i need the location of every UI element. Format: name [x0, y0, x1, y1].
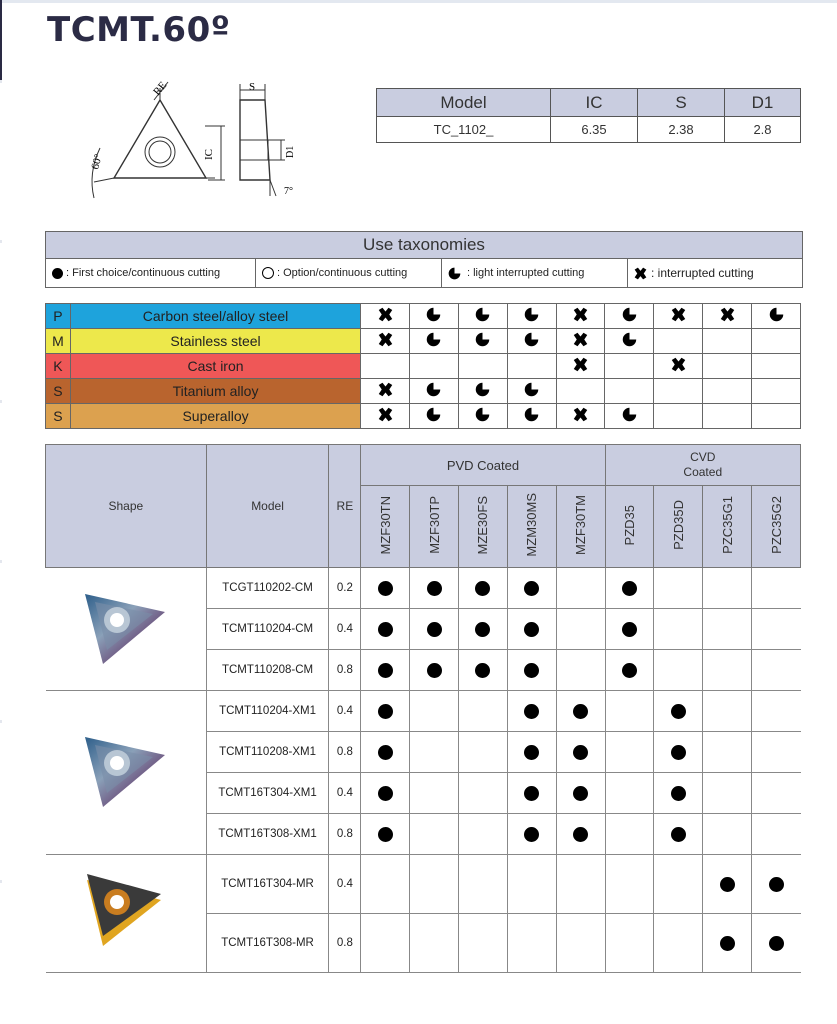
model-cell: TCMT110204-XM1 — [206, 691, 329, 732]
grade-table — [45, 444, 801, 973]
grade-cell — [605, 814, 654, 855]
model-cell: TCGT110202-CM — [206, 568, 329, 609]
material-mark — [654, 404, 703, 429]
light-interrupted-icon — [426, 407, 441, 422]
legend-label: : light interrupted cutting — [467, 267, 585, 279]
spec-model: TC_1102_ — [377, 117, 551, 143]
grade-cell — [361, 609, 410, 650]
material-mark — [409, 404, 458, 429]
material-row — [46, 404, 801, 429]
material-mark — [507, 304, 556, 329]
light-interrupted-icon — [475, 382, 490, 397]
light-interrupted-icon — [769, 307, 784, 322]
re-cell: 0.8 — [329, 732, 361, 773]
grade-cell — [654, 855, 703, 914]
grade-label: PZC35G1 — [719, 496, 735, 555]
grade-cell — [703, 609, 752, 650]
filled-dot-icon — [524, 827, 539, 842]
shape-cell — [46, 855, 207, 973]
interrupted-icon — [378, 382, 393, 397]
re-cell: 0.2 — [329, 568, 361, 609]
material-mark — [458, 354, 507, 379]
grade-header — [605, 486, 654, 568]
spec-header-d1: D1 — [725, 89, 801, 117]
grade-cell — [703, 691, 752, 732]
material-mark — [605, 379, 654, 404]
grade-cell — [605, 914, 654, 973]
grade-cell — [703, 914, 752, 973]
grade-cell — [654, 691, 703, 732]
top-border — [0, 0, 837, 3]
spec-d1: 2.8 — [725, 117, 801, 143]
material-mark — [654, 304, 703, 329]
grade-cell — [556, 650, 605, 691]
filled-dot-icon — [427, 622, 442, 637]
grade-cell — [410, 732, 459, 773]
filled-dot-icon — [378, 581, 393, 596]
material-mark — [752, 329, 801, 354]
grade-cell — [361, 773, 410, 814]
page-title: TCMT.60º — [47, 10, 231, 50]
grade-cell — [654, 568, 703, 609]
legend-label: : Option/continuous cutting — [277, 267, 408, 279]
filled-dot-icon — [622, 622, 637, 637]
spec-header-s: S — [638, 89, 725, 117]
grade-cell — [361, 855, 410, 914]
material-mark — [703, 329, 752, 354]
grade-cell — [507, 650, 556, 691]
legend-option — [256, 259, 442, 287]
model-cell: TCMT16T308-MR — [206, 914, 329, 973]
material-mark — [409, 304, 458, 329]
filled-dot-icon — [769, 936, 784, 951]
light-interrupted-icon — [524, 382, 539, 397]
material-row — [46, 304, 801, 329]
material-row — [46, 379, 801, 404]
grade-cell — [410, 814, 459, 855]
re-header: RE — [329, 445, 361, 568]
clearance-label: 7° — [284, 186, 293, 197]
filled-dot-icon — [524, 786, 539, 801]
grade-cell — [752, 732, 801, 773]
taxonomy-legend — [45, 231, 803, 288]
filled-dot-icon — [475, 663, 490, 678]
light-interrupted-icon — [524, 407, 539, 422]
material-code: P — [46, 304, 71, 329]
grade-cell — [703, 855, 752, 914]
material-table — [45, 303, 801, 429]
grade-cell — [361, 691, 410, 732]
material-mark — [361, 304, 410, 329]
grade-cell — [507, 855, 556, 914]
grade-cell — [459, 773, 508, 814]
material-mark — [654, 329, 703, 354]
grade-header — [556, 486, 605, 568]
material-mark — [556, 329, 605, 354]
grade-cell — [459, 691, 508, 732]
grade-cell — [752, 650, 801, 691]
grade-header — [361, 486, 410, 568]
material-mark — [752, 379, 801, 404]
grade-cell — [410, 609, 459, 650]
interrupted-icon — [573, 357, 588, 372]
material-mark — [507, 354, 556, 379]
grade-cell — [654, 609, 703, 650]
material-mark — [458, 379, 507, 404]
grade-cell — [605, 691, 654, 732]
model-cell: TCMT16T304-MR — [206, 855, 329, 914]
grade-cell — [605, 855, 654, 914]
material-mark — [409, 379, 458, 404]
material-mark — [752, 354, 801, 379]
insert-xm1-image — [81, 731, 171, 811]
interrupted-icon — [634, 267, 647, 280]
material-mark — [654, 354, 703, 379]
table-row — [46, 855, 801, 914]
grade-cell — [459, 609, 508, 650]
material-mark — [458, 329, 507, 354]
shape-cell — [46, 568, 207, 691]
grade-label: MZF30TP — [426, 496, 442, 555]
material-mark — [703, 354, 752, 379]
grade-label: MZF30TN — [377, 495, 393, 555]
interrupted-icon — [671, 357, 686, 372]
legend-first-choice — [46, 259, 256, 287]
grade-cell — [703, 773, 752, 814]
filled-dot-icon — [622, 663, 637, 678]
grade-cell — [654, 650, 703, 691]
grade-cell — [556, 609, 605, 650]
grade-cell — [654, 732, 703, 773]
re-cell: 0.4 — [329, 609, 361, 650]
light-interrupted-icon — [426, 382, 441, 397]
model-cell: TCMT110208-XM1 — [206, 732, 329, 773]
material-code: K — [46, 354, 71, 379]
model-header: Model — [206, 445, 329, 568]
material-mark — [556, 404, 605, 429]
material-row — [46, 354, 801, 379]
grade-header — [654, 486, 703, 568]
material-mark — [507, 404, 556, 429]
filled-dot-icon — [427, 581, 442, 596]
interrupted-icon — [720, 307, 735, 322]
material-mark — [752, 304, 801, 329]
filled-dot-icon — [573, 786, 588, 801]
grade-cell — [752, 773, 801, 814]
interrupted-icon — [378, 307, 393, 322]
material-code: S — [46, 379, 71, 404]
legend-label: : interrupted cutting — [651, 266, 754, 280]
grade-cell — [752, 914, 801, 973]
grade-header — [752, 486, 801, 568]
grade-cell — [703, 732, 752, 773]
material-mark — [703, 379, 752, 404]
material-mark — [361, 329, 410, 354]
filled-dot-icon — [378, 786, 393, 801]
filled-dot-icon — [671, 704, 686, 719]
d1-label: D1 — [285, 145, 296, 158]
grade-cell — [752, 814, 801, 855]
re-cell: 0.8 — [329, 650, 361, 691]
grade-label: PZC35G2 — [768, 496, 784, 555]
grade-cell — [459, 650, 508, 691]
model-cell: TCMT110204-CM — [206, 609, 329, 650]
re-label: RE — [151, 79, 170, 98]
light-interrupted-icon — [448, 267, 461, 280]
grade-cell — [654, 814, 703, 855]
filled-dot-icon — [573, 827, 588, 842]
material-mark — [703, 404, 752, 429]
table-row — [46, 691, 801, 732]
spec-ic: 6.35 — [551, 117, 638, 143]
filled-dot-icon — [427, 663, 442, 678]
shape-cell — [46, 691, 207, 855]
grade-label: MZM30MS — [524, 493, 540, 557]
grade-cell — [507, 773, 556, 814]
material-mark — [752, 404, 801, 429]
material-mark — [605, 329, 654, 354]
grade-cell — [703, 814, 752, 855]
grade-cell — [605, 773, 654, 814]
grade-cell — [361, 650, 410, 691]
grade-cell — [410, 773, 459, 814]
filled-dot-icon — [622, 581, 637, 596]
material-mark — [361, 379, 410, 404]
side-marks — [0, 80, 2, 1024]
light-interrupted-icon — [426, 332, 441, 347]
material-mark — [556, 379, 605, 404]
grade-cell — [556, 568, 605, 609]
insert-cm-image — [81, 588, 171, 668]
grade-cell — [703, 568, 752, 609]
grade-cell — [410, 650, 459, 691]
material-mark — [556, 354, 605, 379]
material-mark — [654, 379, 703, 404]
filled-dot-icon — [524, 581, 539, 596]
grade-cell — [507, 914, 556, 973]
filled-dot-icon — [769, 877, 784, 892]
re-cell: 0.8 — [329, 814, 361, 855]
grade-cell — [361, 568, 410, 609]
light-interrupted-icon — [426, 307, 441, 322]
material-mark — [556, 304, 605, 329]
material-code: S — [46, 404, 71, 429]
interrupted-icon — [378, 407, 393, 422]
taxonomy-title: Use taxonomies — [46, 232, 802, 259]
material-mark — [605, 304, 654, 329]
light-interrupted-icon — [475, 407, 490, 422]
model-cell: TCMT16T308-XM1 — [206, 814, 329, 855]
grade-cell — [507, 814, 556, 855]
material-mark — [409, 329, 458, 354]
material-mark — [458, 304, 507, 329]
grade-cell — [703, 650, 752, 691]
filled-dot-icon — [378, 745, 393, 760]
spec-header-model: Model — [377, 89, 551, 117]
interrupted-icon — [378, 332, 393, 347]
angle-label: 60° — [89, 152, 105, 171]
filled-dot-icon — [573, 745, 588, 760]
grade-cell — [752, 609, 801, 650]
filled-dot-icon — [378, 827, 393, 842]
pvd-header: PVD Coated — [361, 445, 605, 486]
grade-cell — [605, 732, 654, 773]
material-name: Stainless steel — [70, 329, 360, 354]
grade-label: PZD35 — [621, 504, 637, 546]
material-mark — [703, 304, 752, 329]
material-mark — [361, 404, 410, 429]
filled-dot-icon — [378, 622, 393, 637]
grade-cell — [459, 568, 508, 609]
material-mark — [409, 354, 458, 379]
grade-header — [459, 486, 508, 568]
shape-header: Shape — [46, 445, 207, 568]
grade-cell — [361, 914, 410, 973]
filled-dot-icon — [720, 877, 735, 892]
insert-drawing — [80, 78, 310, 203]
light-interrupted-icon — [622, 307, 637, 322]
filled-dot-icon — [720, 936, 735, 951]
filled-dot-icon — [671, 745, 686, 760]
material-name: Cast iron — [70, 354, 360, 379]
filled-dot-icon — [671, 786, 686, 801]
material-mark — [605, 354, 654, 379]
grade-cell — [556, 691, 605, 732]
interrupted-icon — [573, 332, 588, 347]
s-label: S — [249, 81, 256, 93]
spec-header-ic: IC — [551, 89, 638, 117]
interrupted-icon — [573, 407, 588, 422]
grade-cell — [752, 855, 801, 914]
filled-dot-icon — [671, 827, 686, 842]
material-mark — [507, 379, 556, 404]
grade-cell — [605, 650, 654, 691]
grade-cell — [605, 568, 654, 609]
grade-header — [410, 486, 459, 568]
re-cell: 0.8 — [329, 914, 361, 973]
ic-label: IC — [203, 149, 215, 160]
grade-header — [703, 486, 752, 568]
light-interrupted-icon — [524, 307, 539, 322]
grade-cell — [507, 609, 556, 650]
grade-cell — [459, 732, 508, 773]
re-cell: 0.4 — [329, 855, 361, 914]
material-mark — [361, 354, 410, 379]
grade-label: MZE30FS — [475, 495, 491, 555]
grade-cell — [507, 732, 556, 773]
light-interrupted-icon — [475, 307, 490, 322]
material-name: Titanium alloy — [70, 379, 360, 404]
material-name: Carbon steel/alloy steel — [70, 304, 360, 329]
filled-dot-icon — [475, 581, 490, 596]
light-interrupted-icon — [475, 332, 490, 347]
filled-dot-icon — [524, 622, 539, 637]
grade-cell — [361, 814, 410, 855]
material-row — [46, 329, 801, 354]
legend-interrupted — [628, 259, 802, 287]
insert-mr-image — [81, 872, 171, 952]
filled-dot-icon — [378, 663, 393, 678]
grade-cell — [556, 914, 605, 973]
grade-cell — [605, 609, 654, 650]
material-mark — [507, 329, 556, 354]
open-dot-icon — [262, 267, 274, 279]
grade-cell — [410, 855, 459, 914]
grade-cell — [752, 568, 801, 609]
grade-cell — [507, 568, 556, 609]
legend-label: : First choice/continuous cutting — [66, 267, 221, 279]
grade-cell — [410, 568, 459, 609]
grade-header — [507, 486, 556, 568]
grade-cell — [654, 773, 703, 814]
cvd-header: CVD Coated — [605, 445, 800, 486]
table-row — [46, 568, 801, 609]
grade-cell — [459, 855, 508, 914]
filled-dot-icon — [524, 745, 539, 760]
re-cell: 0.4 — [329, 691, 361, 732]
grade-cell — [410, 691, 459, 732]
grade-cell — [507, 691, 556, 732]
grade-label: MZF30TM — [573, 495, 589, 556]
grade-cell — [361, 732, 410, 773]
grade-cell — [654, 914, 703, 973]
grade-cell — [556, 773, 605, 814]
grade-cell — [556, 732, 605, 773]
filled-dot-icon — [524, 663, 539, 678]
light-interrupted-icon — [622, 407, 637, 422]
grade-cell — [556, 814, 605, 855]
filled-dot-icon — [524, 704, 539, 719]
side-accent — [0, 0, 2, 80]
interrupted-icon — [671, 307, 686, 322]
re-cell: 0.4 — [329, 773, 361, 814]
grade-cell — [752, 691, 801, 732]
spec-table — [376, 88, 801, 143]
grade-cell — [459, 914, 508, 973]
filled-dot-icon — [52, 268, 63, 279]
model-cell: TCMT110208-CM — [206, 650, 329, 691]
light-interrupted-icon — [622, 332, 637, 347]
filled-dot-icon — [475, 622, 490, 637]
material-mark — [605, 404, 654, 429]
grade-cell — [459, 814, 508, 855]
material-mark — [458, 404, 507, 429]
material-name: Superalloy — [70, 404, 360, 429]
filled-dot-icon — [573, 704, 588, 719]
grade-cell — [410, 914, 459, 973]
grade-cell — [556, 855, 605, 914]
interrupted-icon — [573, 307, 588, 322]
model-cell: TCMT16T304-XM1 — [206, 773, 329, 814]
light-interrupted-icon — [524, 332, 539, 347]
filled-dot-icon — [378, 704, 393, 719]
grade-label: PZD35D — [670, 500, 686, 551]
legend-light-interrupted — [442, 259, 628, 287]
material-code: M — [46, 329, 71, 354]
spec-s: 2.38 — [638, 117, 725, 143]
